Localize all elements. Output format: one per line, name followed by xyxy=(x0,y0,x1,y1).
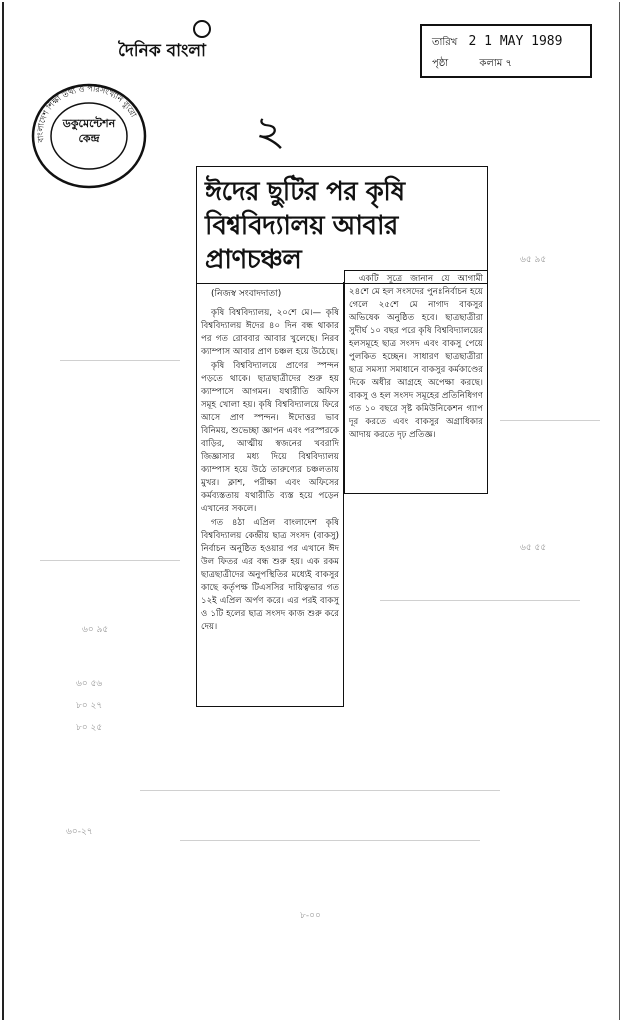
date-label: তারিখ xyxy=(432,37,458,48)
faint-note: ৮০ ২৭ xyxy=(76,701,103,711)
date-row xyxy=(432,34,562,52)
ghost-rule xyxy=(40,560,180,561)
ghost-rule xyxy=(500,420,600,421)
documentation-center-stamp xyxy=(30,82,148,190)
paragraph: গত ৪ঠা এপ্রিল বাংলাদেশ কৃষি বিশ্ববিদ্যালয় কেন্দ্রীয় ছাত্র সংসদ (বাকসু) নির্বাচন অনুষ্ঠিত হওয়ার পর এখানে ঈদ উল ফিতর এর বন্ধ শুরু হয়। এক রকম ছাত্রছাত্রীদের অনুপস্থিতির মধ্যেই বাকসুর কাছে কর্তৃপক্ষ টিএসসির দায়িত্বভার গত ১২ই এপ্রিল অর্পণ করে। এর পরই বাকসু ও ১টি হলের ছাত্র সংসদ কাজ শুরু করে দেয়। xyxy=(201,518,339,632)
article-byline: (নিজস্ব সংবাদদাতা) xyxy=(211,289,282,299)
date-stamp-box xyxy=(420,24,592,78)
faint-note: ৮০ ২৫ xyxy=(76,723,103,733)
ghost-rule xyxy=(60,360,180,361)
column-value: ৭ xyxy=(505,58,512,69)
paragraph: কৃষি বিশ্ববিদ্যালয়, ২০শে মে।— কৃষি বিশ্ববিদ্যালয় ঈদের ৪০ দিন বন্ধ থাকার পর গত রোববার আবার খুলেছে। নিরব ক্যাম্পাস আবার প্রাণ চঞ্চল হয়ে উঠেছে। xyxy=(201,308,339,357)
ghost-rule xyxy=(380,600,580,601)
faint-note: ৬০-২৭ xyxy=(66,827,93,837)
article-column-left xyxy=(196,282,344,707)
stamp-line-2: কেন্দ্র xyxy=(78,132,100,145)
faint-note: ৬০ ৯৫ xyxy=(82,625,109,635)
clipping-headline-box xyxy=(196,166,488,284)
page-label: পৃষ্ঠা xyxy=(432,58,449,69)
faint-note: ৬৫ ৯৫ xyxy=(520,255,547,265)
faint-note: ৬০ ৫৬ xyxy=(76,679,103,689)
faint-note: ৮-০০ xyxy=(300,911,321,921)
article-column-right xyxy=(344,270,488,494)
date-value: 2 1 MAY 1989 xyxy=(468,34,563,49)
stamp-center-text xyxy=(30,116,148,146)
ghost-rule xyxy=(140,790,500,791)
faint-note: ৬৫ ৫৫ xyxy=(520,543,547,553)
ghost-rule xyxy=(180,840,480,841)
article-body-left xyxy=(197,305,343,637)
column-label: কলাম xyxy=(479,58,503,69)
article-body-right xyxy=(345,271,487,445)
handwritten-mark: ২ xyxy=(251,104,287,159)
stamp-line-1: ডকুমেন্টেশন xyxy=(62,117,116,130)
page-row xyxy=(432,56,512,73)
stamp-ring-text: বাংলাদেশ শিক্ষা তথ্য ও পরিসংখ্যান ব্যুরো xyxy=(35,84,139,143)
article-headline: ঈদের ছুটির পর কৃষি বিশ্ববিদ্যালয় আবার প্রাণচঞ্চল xyxy=(205,177,405,275)
newspaper-name: দৈনিক বাংলা xyxy=(118,41,206,61)
paragraph: একটি সূত্রে জানান যে আগামী ২৪শে মে হল সংসদের পুনঃনির্বাচন হয়ে গেলে ২৫শে মে নাগাদ বাকসুর অভিষেক অনুষ্ঠিত হবে। ছাত্রছাত্রীরা সুদীর্ঘ ১০ বছর পরে কৃষি বিশ্ববিদ্যালয়ের হলসমূহে ছাত্র সংসদ এবং বাকসু পেয়ে পুলকিত হচ্ছেন। সাধারণ ছাত্রছাত্রীরা ছাত্র সমস্যা সমাধানে বাকসুর কর্মকাণ্ডের দিকে অধীর আগ্রহে অপেক্ষা করছে। বাকসু ও হল সংসদ সমূহের প্রতিনিধিগণ গত ১০ বছরে সৃষ্ট কমিউনিকেশন গ্যাপ দূর করতে এবং বাকসুর অগ্রাধিকার আদায় করতে দৃঢ় প্রতিজ্ঞ। xyxy=(349,274,483,440)
paragraph: কৃষি বিশ্ববিদ্যালয়ে প্রাণের স্পন্দন পড়তে থাকে। ছাত্রছাত্রীদের শুরু হয় ক্যাম্পাসে আগমন। যথারীতি অফিস সমূহ খোলা হয়। কৃষি বিশ্ববিদ্যালয়ে ফিরে আসে প্রাণ স্পন্দন। ঈদোত্তর ভাব বিনিময়, শুভেচ্ছা জ্ঞাপন এবং পরস্পরকে বাড়ির, আত্মীয় স্বজনের খবরাদি জিজ্ঞাসার মধ্য দিয়ে বিশ্ববিদ্যালয় ক্যাম্পাস হয়ে উঠে তারুণ্যের চঞ্চলতায় মুখর। ক্লাশ, পরীক্ষা এবং অফিসের কর্মব্যস্ততায় যথারীতি ব্যস্ত হয়ে পড়েন এখানের সকলে। xyxy=(201,361,339,514)
newspaper-logo-icon xyxy=(193,20,211,38)
